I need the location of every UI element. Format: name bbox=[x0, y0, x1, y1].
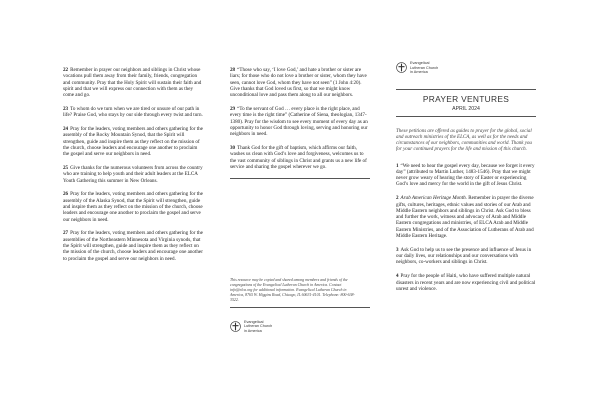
elca-cross-icon bbox=[396, 62, 407, 73]
page-subtitle: APRIL 2024 bbox=[452, 105, 480, 112]
title-rule-bottom bbox=[396, 116, 536, 117]
logo-line-2: Lutheran Church bbox=[410, 65, 439, 70]
prayer-entry bbox=[230, 67, 370, 98]
prayer-entry bbox=[230, 145, 370, 170]
entry-number: 28 bbox=[230, 67, 236, 73]
elca-cross-icon bbox=[230, 321, 241, 332]
entry-text: Remember in prayer the diverse gifts, cultures, heritages, ethnic values and stories of our Arab and Middle Eastern neighbors and siblings in Christ. Ask God to bless and further the work, witness and advocacy of Arab and Middle Eastern congregations and ministries, of ELCA Arab and Middle Eastern Ministries, and of the Association of Lutherans of Arab and Middle Eastern Heritage. bbox=[396, 195, 534, 240]
prayer-entry bbox=[230, 106, 370, 137]
prayer-entry bbox=[63, 67, 203, 98]
prayer-entry bbox=[63, 165, 203, 184]
notice-divider-bottom bbox=[230, 307, 370, 308]
entry-number: 27 bbox=[63, 230, 69, 237]
prayer-entry bbox=[63, 230, 203, 261]
intro-text: These petitions are offered as guides to prayer for the global, social and outreach ministries of the ELCA, as well as for the needs and circumstances of our neighbors, communities and world. Thank you for your continued prayers for the life and mission of this church. bbox=[396, 128, 532, 153]
column-left bbox=[63, 0, 203, 400]
entry-number: 24 bbox=[63, 126, 69, 133]
notice-divider-top bbox=[230, 178, 370, 179]
prayer-entry bbox=[396, 195, 536, 239]
copyright-notice: This resource may be copied and shared among members and friends of the congregations of the Evangelical Lutheran Church in America. Contact info@elca.org for additional information. Evangelical Lutheran Church in America, 8765 W. Higgins Road, Chicago, IL 60631-4101. Telephone: 800-638-3522. bbox=[230, 277, 355, 302]
entry-text: To whom do we turn when we are tired or unsure of our path in life? Praise God, who stays by our side through every twist and turn. bbox=[63, 105, 203, 119]
entry-text: Remember in prayer our neighbors and siblings in Christ whose vocations pull them away from their family, friends, congregation and community. Pray that the Holy Spirit will sustain their faith and spirit and that we will express our connection with them as they come and go. bbox=[63, 67, 202, 99]
entry-text: Pray for the people of Haiti, who have suffered multiple natural disasters in recent years and are now experiencing civil and political unrest and violence. bbox=[396, 273, 536, 292]
entry-text: “To the servant of God … every place is the right place, and every time is the right time” (Catherine of Siena, theologian, 1347-1380). Pray for the wisdom to see every moment of every day as an opportunity to honor God through loving, serving and honoring our neighbors in need. bbox=[230, 105, 368, 138]
prayer-entry bbox=[63, 191, 203, 222]
elca-logo-top bbox=[396, 61, 536, 75]
column-middle bbox=[230, 0, 370, 400]
entry-text: Give thanks for the numerous volunteers from across the country who are training to help youth and their adult leaders at the ELCA Youth Gathering this summer in New Orleans. bbox=[63, 165, 203, 184]
entry-text: “Those who say, ‘I love God,’ and hate a brother or sister are liars; for those who do not love a brother or sister, whom they have seen, cannot love God, whom they have not seen” (1 John 4:20). Give thanks that God loved us first, so that we might know unconditional love and pass them along to all our neighbors. bbox=[230, 67, 367, 99]
entry-number: 3 bbox=[396, 246, 399, 253]
entry-number: 2 bbox=[396, 195, 399, 202]
entry-number: 22 bbox=[63, 67, 69, 73]
entry-lead: Arab American Heritage Month. bbox=[400, 195, 467, 202]
entry-number: 30 bbox=[230, 144, 236, 151]
prayer-entry bbox=[396, 247, 536, 266]
entry-number: 25 bbox=[63, 165, 69, 172]
logo-line-3: in America bbox=[244, 328, 262, 333]
entry-number: 29 bbox=[230, 105, 236, 112]
entry-text: Thank God for the gift of baptism, which affirms our faith, washes us clean with God’s love and forgiveness, welcomes us to the vast community of siblings in Christ and grants us a new life of service and sharing the gospel wherever we go. bbox=[230, 144, 367, 170]
entry-number: 4 bbox=[396, 273, 399, 280]
logo-line-3: in America bbox=[410, 70, 428, 75]
entry-text: Ask God to help us to see the presence and influence of Jesus in our daily lives, our relationships and our conversations with neighbors, co-workers and siblings in Christ. bbox=[396, 246, 532, 266]
entry-text: Pray for the leaders, voting members and others gathering for the assembly of the Rocky Mountain Synod, that the Spirit will strengthen, guide and inspire them as they reflect on the mission of the church, choose leaders and encourage one another to proclaim the gospel and serve our neighbors in need. bbox=[63, 126, 203, 158]
title-rule-top bbox=[396, 89, 536, 90]
prayer-entry bbox=[63, 126, 203, 157]
prayer-entry bbox=[63, 106, 203, 119]
logo-text bbox=[244, 320, 272, 334]
page-title: PRAYER VENTURES bbox=[422, 93, 510, 104]
entry-text: Pray for the leaders, voting members and others gathering for the assemblies of the Northeastern Minnesota and Virginia synods, that the Spirit will strengthen, guide and inspire them as they reflect on the mission of the church, choose leaders and encourage one another to proclaim the gospel and serve our neighbors in need. bbox=[63, 230, 203, 262]
elca-logo-bottom bbox=[230, 320, 370, 334]
prayer-entry bbox=[396, 273, 536, 292]
logo-line-1: Evangelical bbox=[410, 61, 430, 65]
entry-number: 1 bbox=[396, 162, 399, 169]
entry-number: 26 bbox=[63, 191, 69, 198]
logo-line-1: Evangelical bbox=[244, 319, 264, 324]
entry-text: “We need to hear the gospel every day, because we forget it every day” (attributed to Martin Luther, 1483-1546). Pray that we might never grow weary of hearing the story of Easter or experiencing God’s love and mercy for the world in the gift of Jesus Christ. bbox=[396, 162, 535, 188]
entry-number: 23 bbox=[63, 105, 69, 112]
entries-right bbox=[396, 163, 536, 293]
prayer-entry bbox=[396, 163, 536, 188]
logo-text bbox=[410, 61, 438, 75]
logo-line-2: Lutheran Church bbox=[244, 324, 273, 329]
entries-middle bbox=[230, 67, 370, 170]
column-right bbox=[396, 0, 536, 400]
entry-text: Pray for the leaders, voting members and others gathering for the assembly of the Alaska Synod, that the Spirit will strengthen, guide and inspire them as they reflect on the mission of the church, choose leaders and encourage one another to proclaim the gospel and serve our neighbors in need. bbox=[63, 191, 203, 223]
